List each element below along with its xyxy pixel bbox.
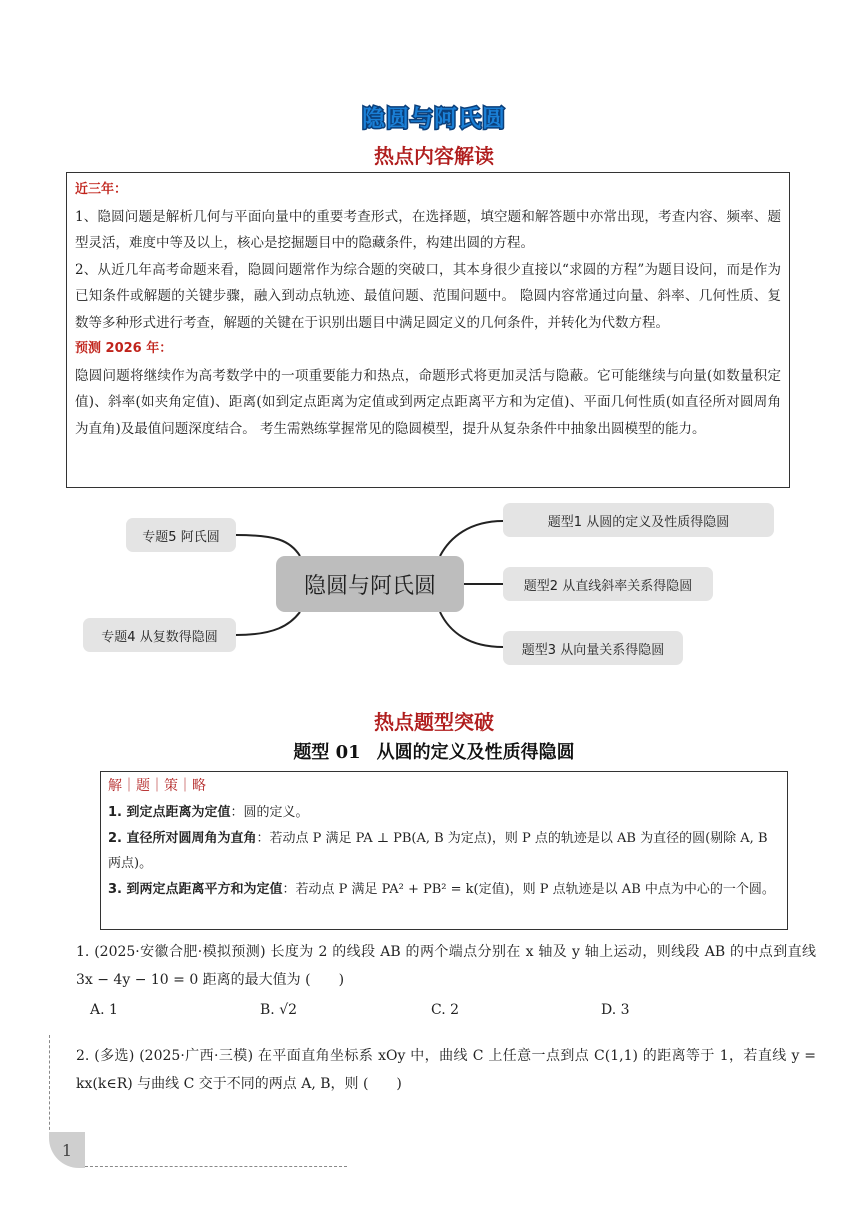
strategy-item-3: 3. 到两定点距离平方和为定值：若动点 P 满足 PA² + PB² = k(定值)，则 P 点轨迹是以 AB 中点为中心的一个圆。 (108, 882, 775, 898)
page-number: 1 (49, 1132, 85, 1168)
connector-right-3 (440, 612, 503, 647)
footer-dashed-line (85, 1166, 347, 1167)
type-name: 从圆的定义及性质得隐圆 (376, 742, 575, 763)
section-title-hot-types: 热点题型突破 (374, 710, 494, 734)
choice-b: B. √2 (260, 1002, 298, 1018)
strategy-label: 解｜题｜策｜略 (108, 778, 206, 794)
forecast-label: 预测 2026 年： (75, 341, 173, 356)
connector-left-bottom (236, 612, 300, 635)
recent-paragraph-1: 1、隐圆问题是解析几何与平面向量中的重要考查形式，在选择题，填空题和解答题中亦常出现，考查内容、频率、题型灵活，难度中等及以上，核心是挖掘题目中的隐藏条件，构建出圆的方程。 (75, 208, 781, 251)
mindmap-center-node: 隐圆与阿氏圆 (276, 556, 464, 612)
mindmap-node-type1: 题型1 从圆的定义及性质得隐圆 (503, 503, 774, 537)
recent-paragraph-2: 2、从近几年高考命题来看，隐圆问题常作为综合题的突破口，其本身很少直接以“求圆的方程”为题目设问，而是作为已知条件或解题的关键步骤，融入到动点轨迹、最值问题、范围问题中。 隐圆内容常通过向量、斜率、几何性质、复数等多种形式进行考查，解题的关键在于识别出题目中满足圆定义的几何条件，并转化为代数方程。 (75, 261, 781, 331)
recent-years-label: 近三年： (75, 182, 128, 197)
hot-content-box (66, 172, 790, 488)
choice-d: D. 3 (601, 1002, 630, 1018)
page-title: 隐圆与阿氏圆 (362, 106, 506, 132)
choice-c: C. 2 (431, 1002, 460, 1018)
mindmap-node-type2: 题型2 从直线斜率关系得隐圆 (503, 567, 713, 601)
strategy-box (100, 771, 788, 930)
forecast-paragraph: 隐圆问题将继续作为高考数学中的一项重要能力和热点，命题形式将更加灵活与隐蔽。它可能继续与向量(如数量积定值)、斜率(如夹角定值)、距离(如到定点距离为定值或到两定点距离平方和为定值)、平面几何性质(如直径所对圆周角为直角)及最值问题深度结合。 考生需熟练掌握常见的隐圆模型，提升从复杂条件中抽象出圆模型的能力。 (75, 367, 781, 437)
connector-right-1 (440, 521, 503, 556)
type-number: 题型 01 (293, 742, 361, 763)
question-2: 2. (多选) (2025·广西·三模) 在平面直角坐标系 xOy 中，曲线 C 上任意一点到点 C(1,1) 的距离等于 1，若直线 y = kx(k∈R) 与曲线 C 交于不同的两点 A, B，则 ( ) (76, 1048, 816, 1092)
strategy-item-1: 1. 到定点距离为定值：圆的定义。 (108, 804, 309, 820)
margin-dashed-line (49, 1035, 50, 1135)
mindmap-node-type3: 题型3 从向量关系得隐圆 (503, 631, 683, 665)
mindmap-node-topic4: 专题4 从复数得隐圆 (83, 618, 236, 652)
strategy-item-2: 2. 直径所对圆周角为直角：若动点 P 满足 PA ⊥ PB(A, B 为定点)，则 P 点的轨迹是以 AB 为直径的圆(剔除 A, B 两点)。 (108, 830, 768, 872)
choice-a: A. 1 (90, 1002, 118, 1018)
mindmap-node-topic5: 专题5 阿氏圆 (126, 518, 236, 552)
section-title-hot-content: 热点内容解读 (374, 144, 494, 168)
connector-left-top (236, 535, 300, 556)
question-1: 1. (2025·安徽合肥·模拟预测) 长度为 2 的线段 AB 的两个端点分别在 x 轴及 y 轴上运动，则线段 AB 的中点到直线 3x − 4y − 10 = 0 距离的最大值为 ( ) (76, 944, 816, 988)
type-subtitle (0, 738, 868, 764)
